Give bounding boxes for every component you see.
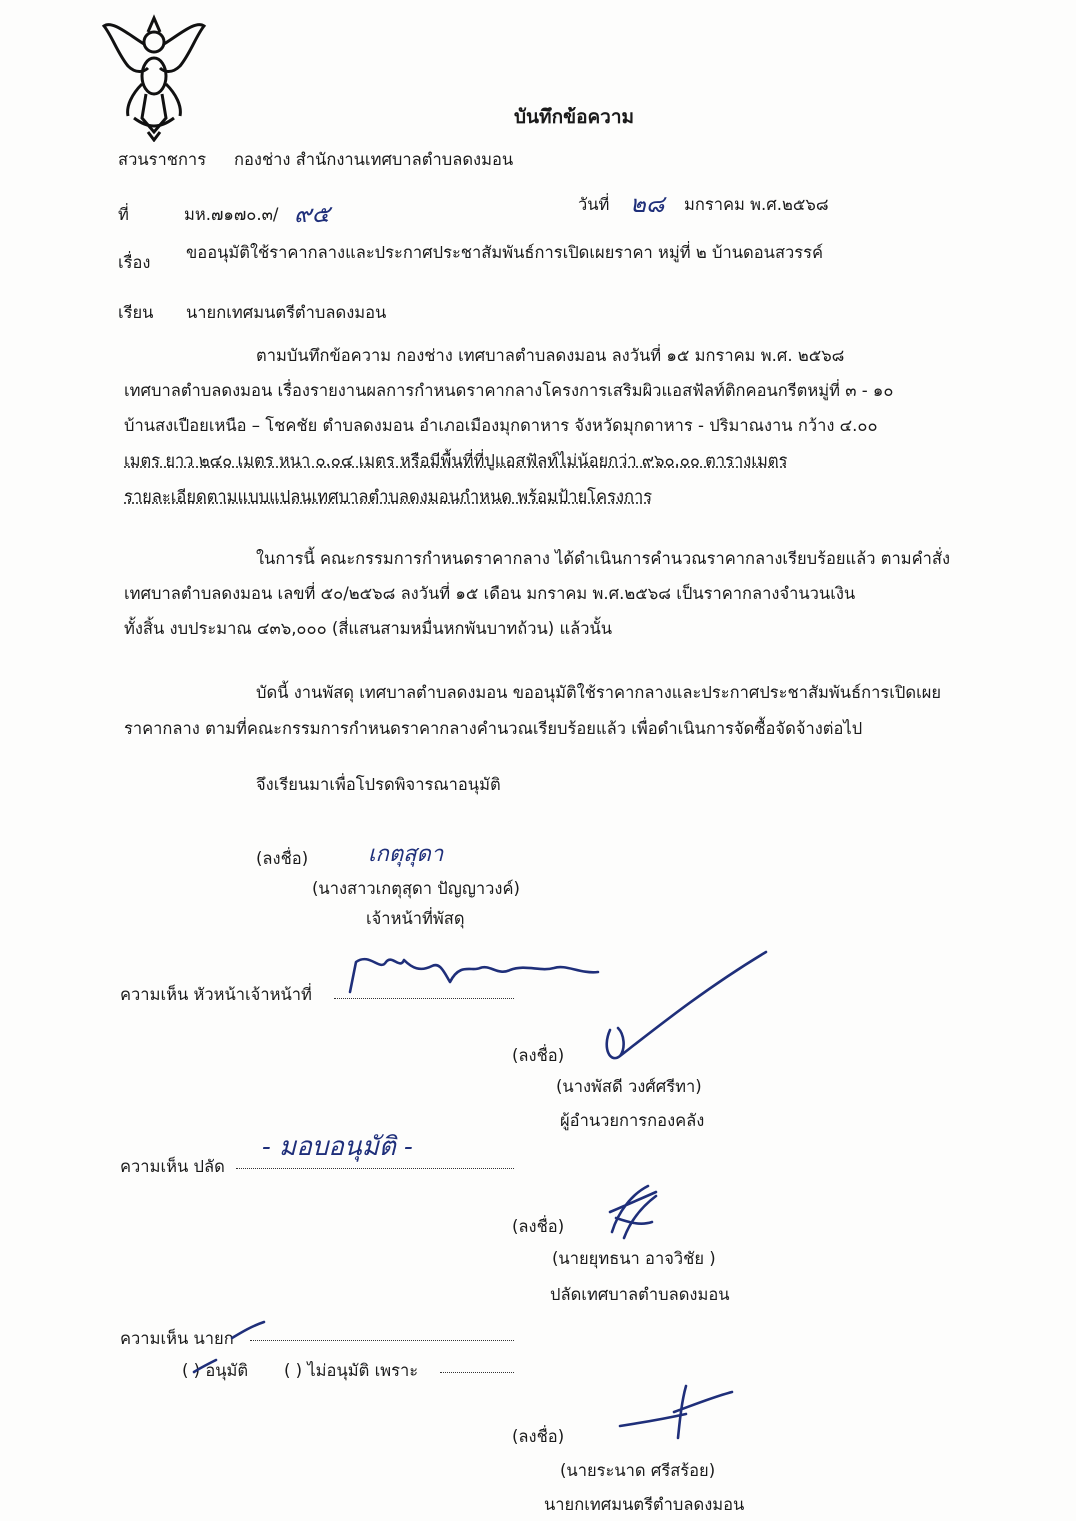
p1-line: เมตร ยาว ๒๔๐ เมตร หนา ๐.๐๔ เมตร หรือมีพื้นที่ที่ปูแอสฟัลท์ไม่น้อยกว่า ๙๖๐.๐๐ ตารางเมตร [124, 451, 788, 470]
p1-line: เทศบาลตำบลดงมอน เรื่องรายงานผลการกำหนดราคากลางโครงการเสริมผิวแอสฟัลท์ติกคอนกรีตหมู่ที่ ๓ - ๑๐ [124, 381, 894, 400]
sign-label: (ลงชื่อ) [512, 1046, 565, 1065]
no-label: ที่ [118, 205, 129, 224]
p1-line: รายละเอียดตามแบบแปลนเทศบาลตำบลดงมอนกำหนด พร้อมป้ายโครงการ [124, 487, 653, 506]
sign-label: (ลงชื่อ) [512, 1217, 565, 1236]
memo-heading: บันทึกข้อความ [514, 106, 635, 128]
head-opinion-label: ความเห็น หัวหน้าเจ้าหน้าที่ [120, 985, 312, 1004]
agency-value: กองช่าง สำนักงานเทศบาลตำบลดงมอน [234, 150, 514, 169]
mayor-position: นายกเทศมนตรีตำบลดงมอน [544, 1495, 745, 1514]
mayor-name: (นายระนาด ศรีสร้อย) [560, 1461, 716, 1480]
p2-line: ทั้งสิ้น งบประมาณ ๔๓๖,๐๐๐ (สี่แสนสามหมื่นหกพันบาทถ้วน) แล้วนั้น [124, 619, 613, 638]
p2-line: เทศบาลตำบลดงมอน เลขที่ ๕๐/๒๕๖๘ ลงวันที่ ๑๕ เดือน มกราคม พ.ศ.๒๕๖๘ เป็นราคากลางจำนวนเงิน [124, 584, 856, 603]
reject-reason-dotted-line [440, 1372, 514, 1373]
deputy-name: (นายยุทธนา อาจวิชัย ) [552, 1249, 716, 1268]
p3-line: ราคากลาง ตามที่คณะกรรมการกำหนดราคากลางคำนวณเรียบร้อยแล้ว เพื่อดำเนินการจัดซื้อจัดจ้างต่อไป [124, 719, 863, 738]
mayor-opinion-label: ความเห็น นายก [120, 1329, 234, 1348]
officer-name: (นางสาวเกตุสุดา ปัญญาวงค์) [312, 879, 520, 898]
deputy-handwritten-signature [604, 1182, 664, 1242]
subject-value: ขออนุมัติใช้ราคากลางและประกาศประชาสัมพันธ์การเปิดเผยราคา หมู่ที่ ๒ บ้านดอนสวรรค์ [186, 243, 824, 262]
sign-label: (ลงชื่อ) [512, 1427, 565, 1446]
reject-option: ( ) ไม่อนุมัติ เพราะ [284, 1361, 419, 1380]
mayor-opinion-mark [228, 1318, 268, 1342]
subject-label: เรื่อง [118, 253, 151, 272]
date-rest: มกราคม พ.ศ.๒๕๖๘ [684, 195, 829, 214]
finance-position: ผู้อำนวยการกองคลัง [560, 1111, 705, 1130]
p1-line: ตามบันทึกข้อความ กองช่าง เทศบาลตำบลดงมอน ลงวันที่ ๑๕ มกราคม พ.ศ. ๒๕๖๘ [256, 346, 845, 365]
deputy-handwritten-opinion: - มอบอนุมัติ - [262, 1132, 413, 1162]
approve-option: ( ) อนุมัติ [182, 1361, 249, 1380]
deputy-position: ปลัดเทศบาลตำบลดงมอน [550, 1285, 730, 1304]
agency-label: สวนราชการ [118, 150, 207, 169]
p3-line: บัดนี้ งานพัสดุ เทศบาลตำบลดงมอน ขออนุมัติใช้ราคากลางและประกาศประชาสัมพันธ์การเปิดเผย [256, 683, 942, 702]
sign-label: (ลงชื่อ) [256, 849, 309, 868]
approve-check-mark-icon [192, 1356, 218, 1378]
closing-line: จึงเรียนมาเพื่อโปรดพิจารณาอนุมัติ [256, 775, 501, 794]
p2-line: ในการนี้ คณะกรรมการกำหนดราคากลาง ได้ดำเนินการคำนวณราคากลางเรียบร้อยแล้ว ตามคำสั่ง [256, 549, 951, 568]
mayor-handwritten-signature [616, 1382, 736, 1442]
finance-handwritten-signature [596, 948, 776, 1068]
date-label: วันที่ [578, 195, 610, 214]
to-label: เรียน [118, 303, 154, 322]
no-handwritten: ๙๕ [294, 200, 330, 228]
no-value: มห.๗๑๗๐.๓/ [184, 205, 279, 224]
head-opinion-handwritten-signature [340, 942, 610, 1002]
date-day-handwritten: ๒๘ [630, 190, 665, 218]
to-value: นายกเทศมนตรีตำบลดงมอน [186, 303, 387, 322]
deputy-opinion-label: ความเห็น ปลัด [120, 1157, 225, 1176]
deputy-opinion-dotted-line [236, 1168, 514, 1169]
garuda-emblem-icon [98, 14, 210, 142]
officer-position: เจ้าหน้าที่พัสดุ [366, 909, 465, 928]
finance-name: (นางพัสดี วงศ์ศรีทา) [556, 1077, 702, 1096]
mayor-opinion-dotted-line [250, 1340, 514, 1341]
p1-line: บ้านสงเปือยเหนือ – โชคชัย ตำบลดงมอน อำเภอเมืองมุกดาหาร จังหวัดมุกดาหาร - ปริมาณงาน กว้าง ๔.๐๐ [124, 416, 878, 435]
officer-handwritten-signature: เกตุสุดา [368, 842, 444, 867]
